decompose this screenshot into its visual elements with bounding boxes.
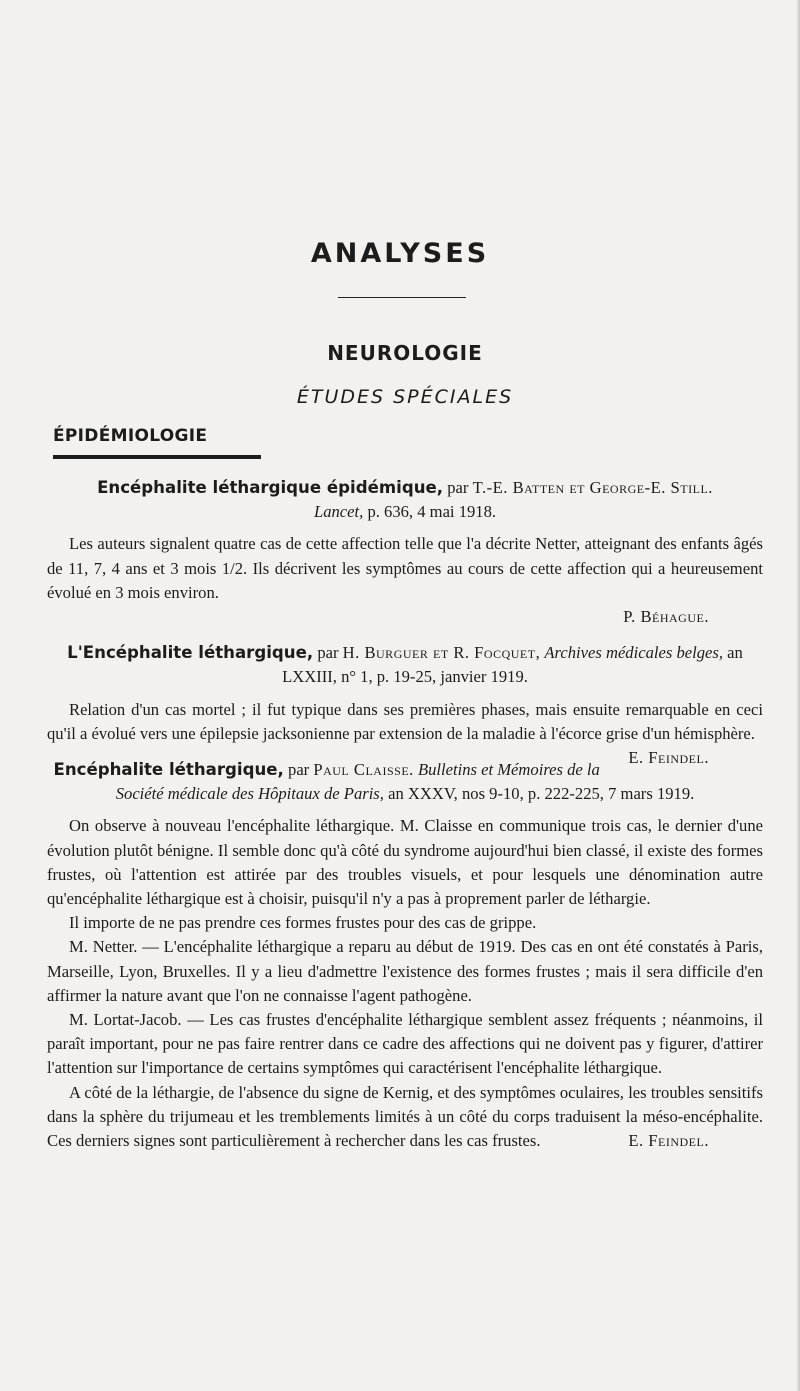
articles-container [47, 476, 763, 1153]
subsection-title: ÉTUDES SPÉCIALES [296, 386, 514, 408]
article-source: Lancet, [313, 502, 364, 522]
article-paragraph: Les auteurs signalent quatre cas de cette affection telle que l'a décrite Netter, atteignant des enfants âgés de 11, 7, 4 ans et 3 mois 1/2. Ils décrivent les symptômes au cours de cette affection qui a heureusement évolué en 3 mois environ. [47, 534, 763, 602]
article-title: Encéphalite léthargique, [53, 760, 284, 780]
authors-prefix: par [317, 643, 339, 663]
article [47, 641, 763, 768]
authors-prefix: par [288, 760, 310, 780]
article-paragraph: Il importe de ne pas prendre ces formes frustes pour des cas de grippe. [69, 913, 537, 933]
article-signature: E. Feindel. [628, 1131, 709, 1151]
article-title: Encéphalite léthargique épidémique, [97, 478, 444, 497]
authors-prefix: par [447, 478, 469, 497]
article-authors: H. Burguer et R. Focquet, [342, 643, 541, 663]
article-source: Bulletins et Mémoires de la Société médicale des Hôpitaux de Paris, [115, 760, 600, 804]
paragraph-text: A côté de la léthargie, de l'absence du signe de Kernig, et des symptômes oculaires, les troubles sensitifs dans la sphère du trijumeau et les tremblements limités à un côté du corps traduisent la méso-encéphalite. Ces derniers signes sont particulièrement à rechercher dans les cas frustes. [47, 1082, 763, 1151]
article-heading [47, 641, 763, 689]
category-title: ÉPIDÉMIOLOGIE [53, 426, 208, 446]
page-title: ANALYSES [310, 238, 490, 269]
article-details: an XXXV, nos 9-10, p. 222-225, 7 mars 1919. [388, 784, 695, 804]
title-divider [338, 297, 466, 298]
section-title: NEUROLOGIE [327, 341, 483, 365]
article-authors: T.-E. Batten et George-E. Still. [472, 478, 713, 497]
article-signature: E. Feindel. [628, 748, 709, 768]
article-authors: Paul Claisse. [313, 760, 414, 780]
article-paragraph [47, 1081, 763, 1154]
article-details: p. 636, 4 mai 1918. [367, 502, 497, 522]
scan-edge-shadow [796, 0, 800, 1391]
article-paragraph: M. Netter. — L'encéphalite léthargique a reparu au début de 1919. Des cas en ont été constatés à Paris, Marseille, Lyon, Bruxelles. Il y a lieu d'admettre l'existence des formes frustes ; mais il sera difficile d'en affirmer la nature avant que l'on ne connaisse l'agent pathogène. [47, 937, 763, 1005]
article-paragraph: On observe à nouveau l'encéphalite léthargique. M. Claisse en communique trois cas, le dernier d'une évolution plutôt bénigne. Il semble donc qu'à côté du syndrome aujourd'hui bien classé, il existe des formes frustes, où l'attention est attirée par des troubles visuels, et pour lesquels une dénomination autre qu'encéphalite léthargique est à choisir, puisqu'il n'y a pas à proprement parler de léthargie. [47, 816, 763, 909]
article-details: an LXXIII, n° 1, p. 19-25, janvier 1919. [282, 643, 743, 687]
article [47, 476, 763, 629]
article-heading [47, 476, 763, 524]
category-underline [53, 455, 261, 459]
article-source: Archives médicales belges, [544, 643, 724, 663]
article-title: L'Encéphalite léthargique, [67, 643, 314, 663]
paragraph-text: Relation d'un cas mortel ; il fut typique dans ses premières phases, mais ensuite remarquable en ceci qu'il a évolué vers une épilepsie jacksonienne par extension de la maladie à l'écorce grise d'un hémisphère. [47, 699, 763, 743]
article [47, 758, 763, 1153]
article-paragraph: M. Lortat-Jacob. — Les cas frustes d'encéphalite léthargique semblent assez fréquents ; néanmoins, il paraît important, pour ne pas faire rentrer dans ce cadre des affections qui ne doivent pas y figurer, d'attirer l'attention sur l'importance de certains symptômes qui caractérisent l'encéphalite léthargique. [47, 1010, 763, 1078]
article-paragraph [47, 698, 763, 768]
article-signature: P. Béhague. [623, 607, 709, 627]
